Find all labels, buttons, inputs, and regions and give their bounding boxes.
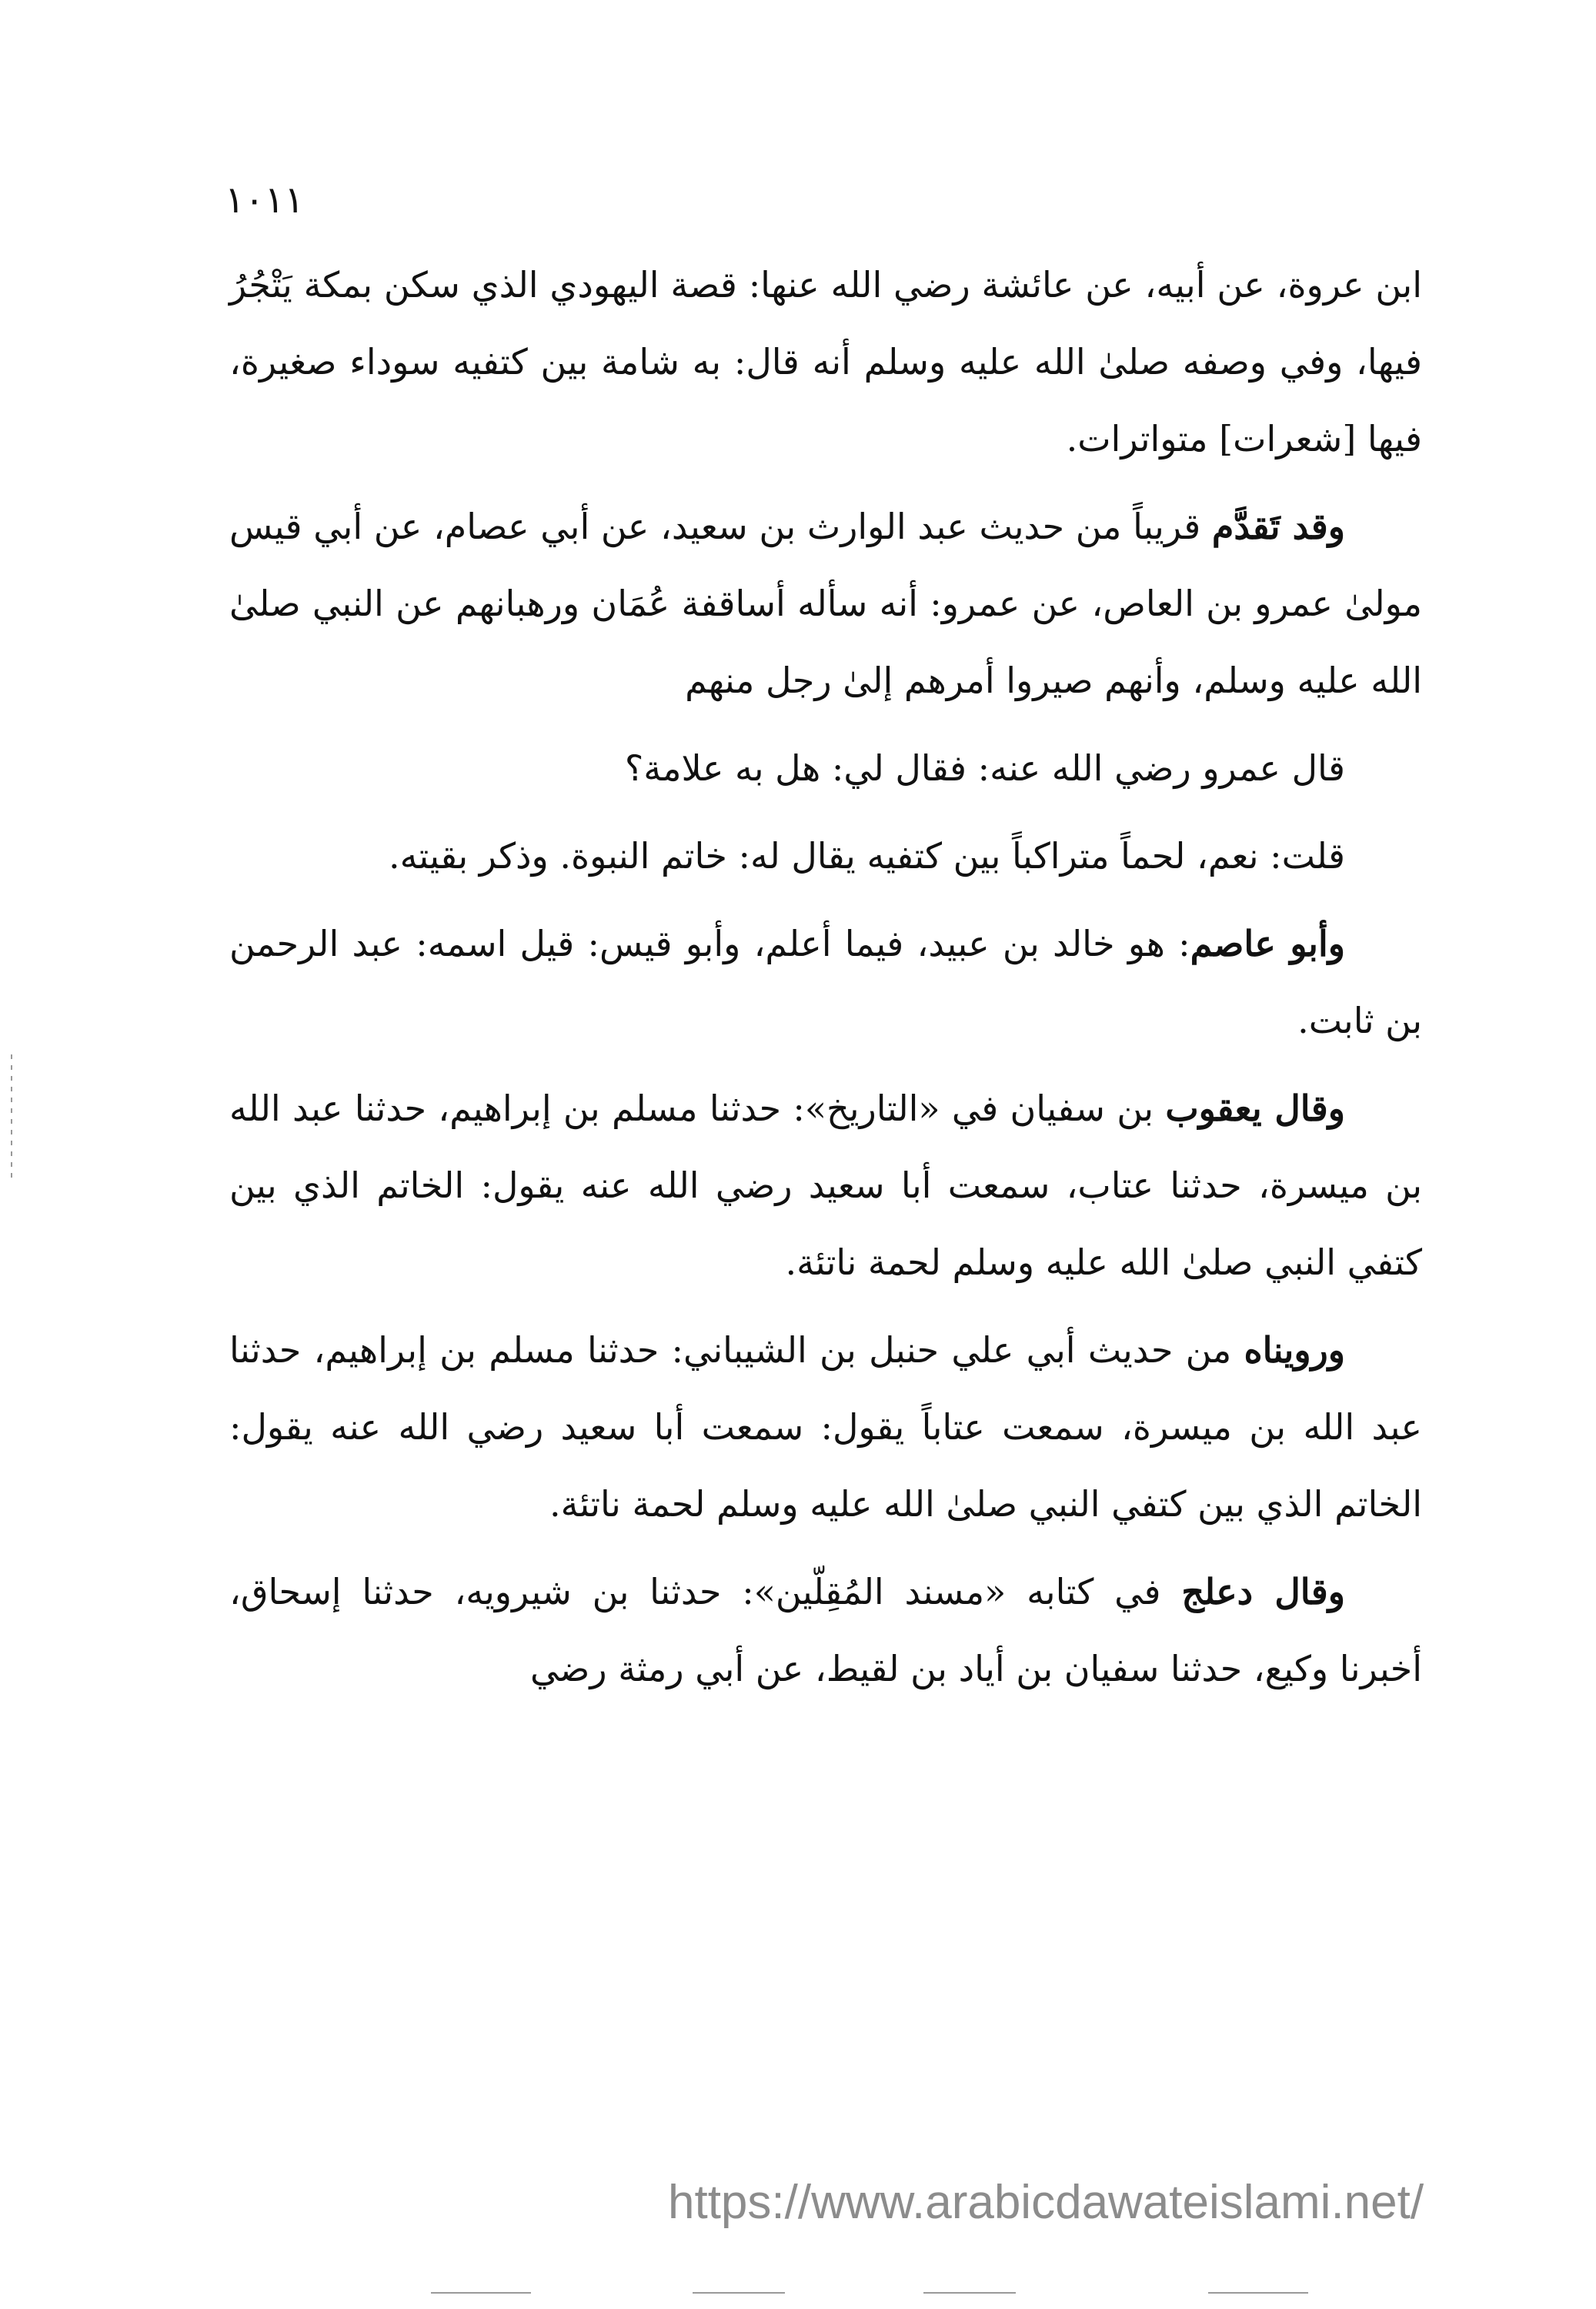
paragraph-lead: وأبو عاصم <box>1190 923 1345 964</box>
paragraph <box>229 1553 1422 1707</box>
paragraph <box>229 488 1422 719</box>
paragraph <box>229 246 1422 477</box>
footer-rule <box>923 2292 1016 2294</box>
page-number: ١٠١١ <box>225 179 305 222</box>
margin-mark <box>11 1054 12 1178</box>
paragraph-text: في كتابه «مسند المُقِلّين»: حدثنا بن شيرويه، حدثنا إسحاق، أخبرنا وكيع، حدثنا سفيان بن أياد بن لقيط، عن أبي رمثة رضي <box>229 1571 1422 1689</box>
paragraph-text: قلت: نعم، لحماً متراكباً بين كتفيه يقال له: خاتم النبوة. وذكر بقيته. <box>389 835 1345 877</box>
paragraph-text: : هو خالد بن عبيد، فيما أعلم، وأبو قيس: قيل اسمه: عبد الرحمن بن ثابت. <box>229 923 1422 1041</box>
paragraph <box>229 1070 1422 1301</box>
paragraph-lead: وقد تَقدَّم <box>1211 506 1345 547</box>
paragraph <box>229 905 1422 1059</box>
watermark-url: https://www.arabicdawateislami.net/ <box>668 2176 1424 2229</box>
paragraph-text: قريباً من حديث عبد الوارث بن سعيد، عن أبي عصام، عن أبي قيس مولىٰ عمرو بن العاص، عن عمرو: أنه سأله أساقفة عُمَان ورهبانهم عن النبي صلىٰ الله عليه وسلم، وأنهم صيروا أمرهم إلىٰ رجل منهم <box>229 506 1422 701</box>
footer-rule <box>693 2292 785 2294</box>
paragraph-text: من حديث أبي علي حنبل بن الشيباني: حدثنا مسلم بن إبراهيم، حدثنا عبد الله بن ميسرة، سمعت عتاباً يقول: سمعت أبا سعيد رضي الله عنه يقول: الخاتم الذي بين كتفي النبي صلىٰ الله عليه وسلم لحمة ناتئة. <box>229 1329 1422 1525</box>
footer-rule <box>1208 2292 1308 2294</box>
paragraph <box>229 730 1422 807</box>
paragraph-text: بن سفيان في «التاريخ»: حدثنا مسلم بن إبراهيم، حدثنا عبد الله بن ميسرة، حدثنا عتاب، سمعت أبا سعيد رضي الله عنه يقول: الخاتم الذي بين كتفي النبي صلىٰ الله عليه وسلم لحمة ناتئة. <box>229 1088 1422 1283</box>
page-body <box>229 246 1422 1718</box>
paragraph-lead: ورويناه <box>1244 1329 1345 1371</box>
paragraph <box>229 817 1422 894</box>
paragraph <box>229 1312 1422 1542</box>
paragraph-lead: وقال يعقوب <box>1165 1088 1345 1129</box>
paragraph-text: ابن عروة، عن أبيه، عن عائشة رضي الله عنها: قصة اليهودي الذي سكن بمكة يَتْجُرُ فيها، وفي وصفه صلىٰ الله عليه وسلم أنه قال: به شامة بين كتفيه سوداء صغيرة، فيها [شعرات] متواترات. <box>229 264 1422 459</box>
footer-rule <box>431 2292 531 2294</box>
paragraph-text: قال عمرو رضي الله عنه: فقال لي: هل به علامة؟ <box>624 747 1345 789</box>
paragraph-lead: وقال دعلج <box>1181 1571 1345 1612</box>
